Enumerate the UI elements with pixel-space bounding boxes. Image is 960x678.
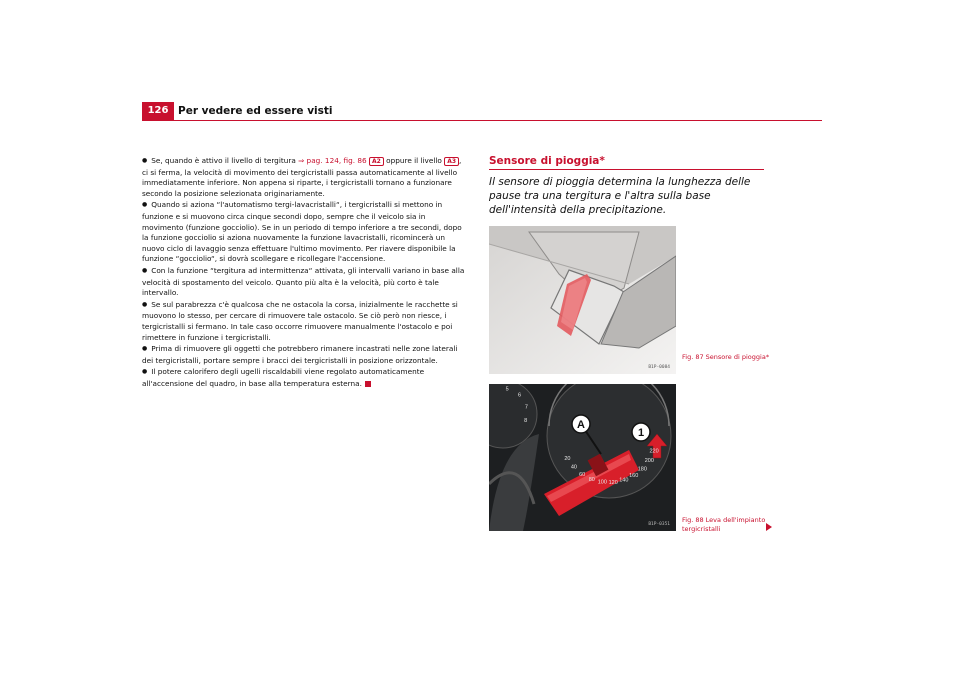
figure-rain-sensor — [489, 226, 676, 374]
speedometer-tick-label: 180 — [637, 466, 647, 473]
paragraph-6 — [142, 367, 465, 389]
section-title-rule — [489, 169, 764, 170]
speedometer-tick-label: 20 — [564, 456, 571, 462]
speedometer-tick-label: 80 — [588, 476, 595, 483]
figure-wiper-lever — [489, 384, 676, 531]
running-title: Per vedere ed essere visti — [178, 105, 333, 117]
rain-sensor-illustration — [489, 226, 676, 374]
figure-88-caption: Fig. 88 Leva dell'impianto tergicristalli — [682, 516, 766, 533]
tachometer-tick-label: 8 — [524, 418, 528, 425]
left-column — [142, 156, 465, 390]
lead-paragraph: Il sensore di pioggia determina la lunghezza delle pause tra una tergitura e l'altra sulla base dell'intensità della precipitazione. — [489, 176, 751, 217]
speedometer-tick-label: 40 — [570, 464, 577, 471]
speedometer-tick-label: 100 — [597, 479, 607, 486]
paragraph-3-text: Con la funzione “tergitura ad intermittenza“ attivata, gli intervalli variano in base alla velocità di spostamento del veicolo. Quanto più alta è la velocità, più corto è tale intervallo. — [142, 265, 465, 298]
label-a: A — [577, 419, 585, 431]
speedometer-tick-label: 140 — [619, 477, 629, 484]
paragraph-6-text: Il potere calorifero degli ugelli riscaldabili viene regolato automaticamente all'accensione del quadro, in base alla temperatura esterna. — [142, 367, 425, 388]
speedometer-tick-label: 160 — [629, 473, 639, 480]
paragraph-2-text: Quando si aziona “l'automatismo tergi-lavacristalli“, i tergicristalli si mettono in funzione e si muovono circa cinque secondi dopo, sempre che il veicolo sia in movimento (funzione gocciolio). Se in un periodo di tempo inferiore a tre secondi, dopo la funzione gocciolio si aziona nuovamente la funzione lavacristalli, ricomincerà un nuovo ciclo di lavaggio senza effettuare l'ultimo movimento. Per riavere disponibile la funzione “gocciolio“, si dovrà scollegare e ricollegare l'accensione. — [142, 200, 462, 264]
paragraph-1-text-c: , ci si ferma, la velocità di movimento dei tergicristalli passa automaticamente al livello immediatamente inferiore. Non appena si riparte, i tergicristalli tornano a funzionare secondo la posizione selezionata originariamente. — [142, 156, 462, 198]
section-title: Sensore di pioggia* — [489, 155, 605, 167]
paragraph-5 — [142, 344, 465, 366]
marker-a2: A2 — [369, 157, 384, 166]
tachometer-tick-label: 5 — [505, 386, 509, 393]
paragraph-5-text: Prima di rimuovere gli oggetti che potrebbero rimanere incastrati nelle zone laterali dei tergicristalli, portare sempre i bracci dei tergicristalli in posizione orizzontale. — [142, 344, 458, 365]
paragraph-1-text-b: oppure il livello — [383, 156, 445, 165]
next-page-arrow-icon — [766, 523, 772, 531]
speedometer-tick-label: 200 — [644, 458, 654, 465]
tachometer-tick-label: 6 — [517, 392, 522, 399]
figure-code: B1P-0351 — [648, 522, 670, 527]
speedometer-tick-label: 220 — [649, 448, 659, 455]
paragraph-1-text-a: Se, quando è attivo il livello di tergitura — [151, 156, 299, 165]
label-1: 1 — [637, 427, 645, 439]
figure-87-caption: Fig. 87 Sensore di pioggia* — [682, 353, 770, 361]
marker-a3: A3 — [444, 157, 459, 166]
speedometer-tick-label: 60 — [579, 471, 586, 478]
paragraph-1 — [142, 156, 465, 199]
page-number: 126 — [142, 102, 174, 120]
paragraph-4 — [142, 300, 465, 343]
header-rule — [142, 120, 822, 121]
paragraph-4-text: Se sul parabrezza c'è qualcosa che ne ostacola la corsa, inizialmente le racchette si muovono lo stesso, per cercare di rimuovere tale ostacolo. Se ciò però non riesce, i tergicristalli si fermano. In tale caso occorre rimuovere manualmente l'ostacolo e poi rimettere in funzione i tergicristalli. — [142, 299, 458, 342]
paragraph-2 — [142, 200, 465, 265]
figure-code: B1P-0084 — [648, 365, 670, 370]
tachometer-tick-label: 7 — [524, 404, 528, 411]
speedometer-tick-label: 120 — [608, 479, 618, 486]
wiper-lever-illustration — [489, 384, 676, 531]
end-of-section-mark — [365, 381, 371, 387]
figure-reference-link[interactable]: ⇒ pag. 124, fig. 86 — [298, 156, 367, 165]
paragraph-3 — [142, 266, 465, 299]
